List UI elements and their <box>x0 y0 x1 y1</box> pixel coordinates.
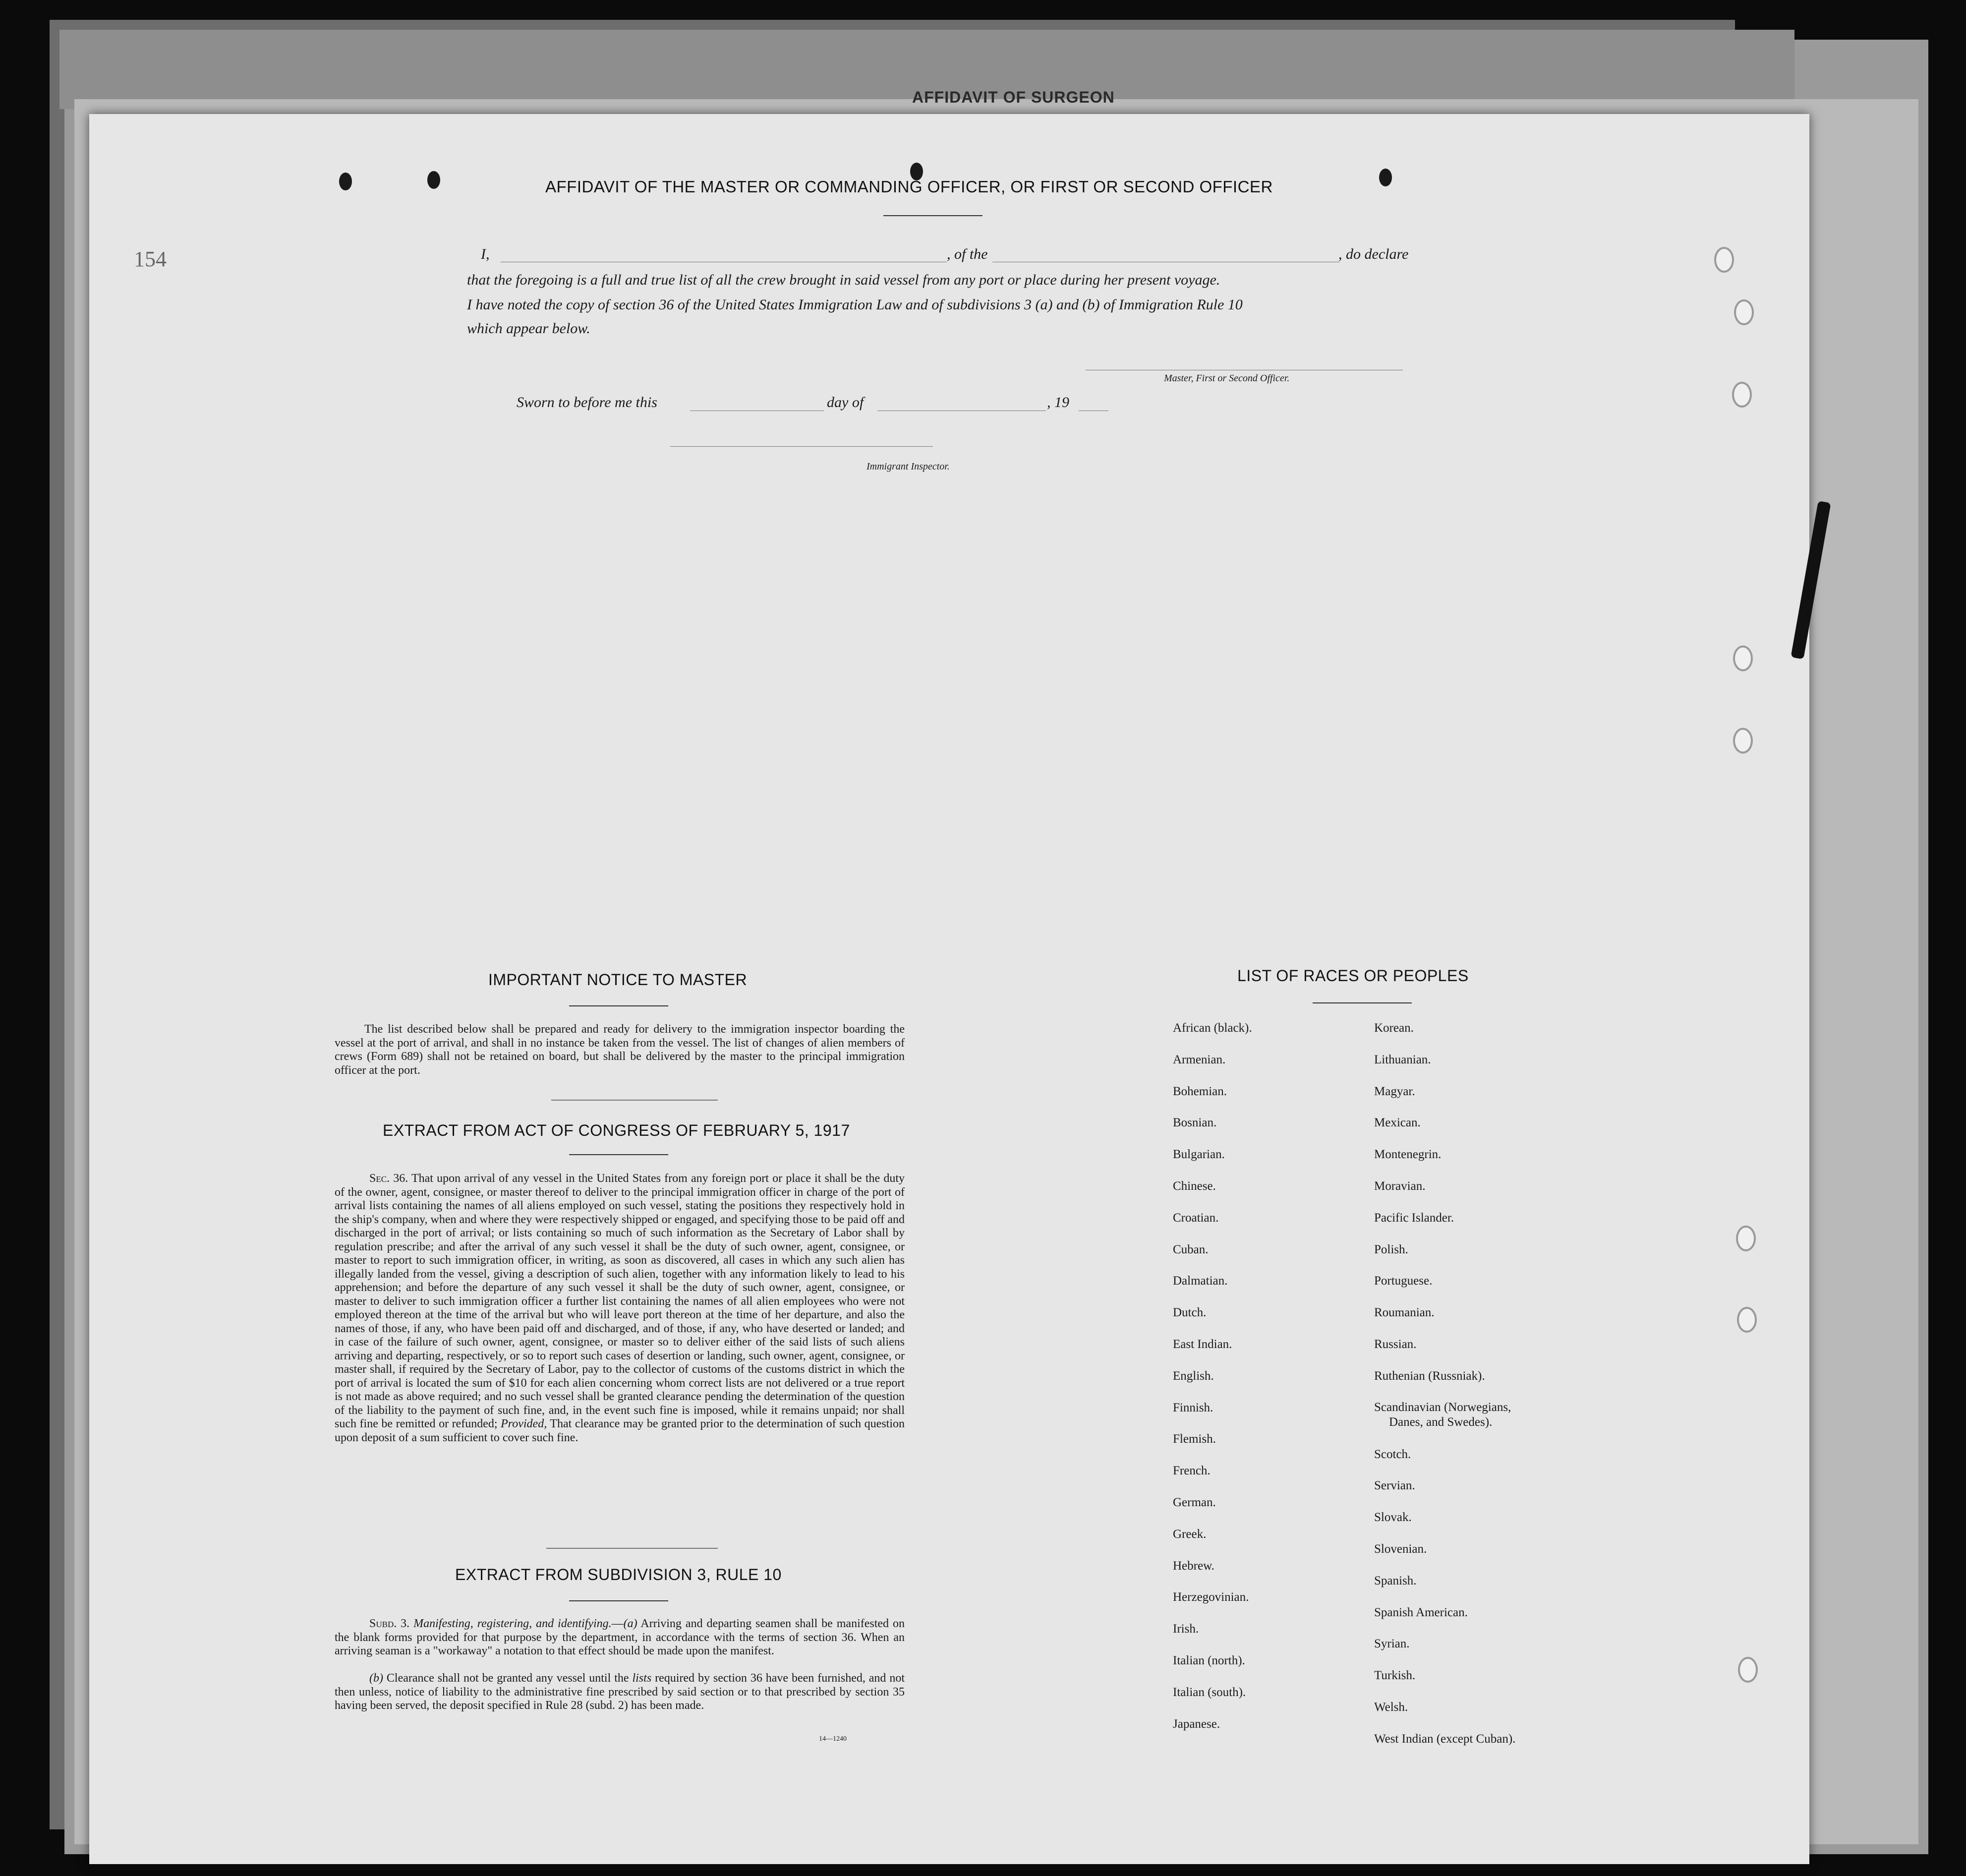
sworn-year-blank <box>1079 410 1108 411</box>
race-item: Italian (north). <box>1173 1653 1245 1667</box>
act-text <box>335 1172 905 1445</box>
rule-subd-label: Subd. 3. <box>369 1617 410 1630</box>
signature-label: Master, First or Second Officer. <box>1164 373 1290 384</box>
race-item: Herzegovinian. <box>1173 1590 1249 1604</box>
races-column-2 <box>1374 1012 1515 1755</box>
races-title: LIST OF RACES OR PEOPLES <box>1237 967 1469 985</box>
rule-title-rule <box>569 1600 668 1601</box>
rule-text-a: Subd. 3. Manifesting, registering, and identifying.—(a) Arriving and departing seamen shall be manifested on the blank forms provided for that purpose by the department, in accordance with the terms of section 36. When an arriving seaman is a "workaway" a notation to that effect should be made upon the manifest. <box>335 1617 905 1657</box>
race-item: Magyar. <box>1374 1084 1415 1098</box>
inspector-label: Immigrant Inspector. <box>867 461 950 472</box>
document-page <box>89 114 1809 1864</box>
act-divider <box>546 1548 718 1549</box>
notice-title: IMPORTANT NOTICE TO MASTER <box>488 971 748 989</box>
race-item: Turkish. <box>1374 1669 1416 1683</box>
race-item: Finnish. <box>1173 1401 1214 1414</box>
act-title: EXTRACT FROM ACT OF CONGRESS OF FEBRUARY 5, 1917 <box>383 1121 850 1139</box>
race-item: Chinese. <box>1173 1179 1216 1193</box>
race-item: Spanish American. <box>1374 1605 1468 1619</box>
form-number: 14—1240 <box>819 1735 847 1743</box>
race-item: Lithuanian. <box>1374 1053 1431 1066</box>
sworn-year: , 19 <box>1047 394 1069 410</box>
race-item: Greek. <box>1173 1527 1207 1541</box>
races-title-rule <box>1313 1002 1412 1003</box>
race-item: Montenegrin. <box>1374 1148 1442 1162</box>
race-item: Scandinavian (Norwegians, <box>1374 1400 1511 1414</box>
race-item: Welsh. <box>1374 1700 1408 1714</box>
sworn-day-of: day of <box>827 394 864 410</box>
binder-ring <box>1737 1307 1757 1333</box>
title-underline <box>883 215 983 216</box>
race-item: English. <box>1173 1369 1214 1383</box>
declaration-line-2: that the foregoing is a full and true list of all the crew brought in said vessel from any port or place during her present voyage. <box>467 272 1220 288</box>
declaration-of-the: , of the <box>947 246 988 262</box>
punch-hole <box>339 173 352 190</box>
race-item: Roumanian. <box>1374 1306 1435 1320</box>
race-item: Japanese. <box>1173 1717 1220 1731</box>
declaration-line-4: which appear below. <box>467 320 590 337</box>
race-item: East Indian. <box>1173 1337 1232 1351</box>
binder-ring <box>1714 247 1734 273</box>
races-column-1 <box>1173 1012 1252 1740</box>
notice-title-rule <box>569 1005 668 1006</box>
rule-a-label: (a) <box>623 1617 637 1630</box>
race-item: Danes, and Swedes). <box>1389 1415 1493 1429</box>
rule-b-text-1: Clearance shall not be granted any vessel until the <box>386 1672 629 1685</box>
binder-ring <box>1734 299 1754 325</box>
notice-text: The list described below shall be prepared and ready for delivery to the immigration inspector boarding the vessel at the port of arrival, and shall in no instance be taken from the vessel. The list of changes of alien members of crews (Form 689) shall not be retained on board, but shall be delivered by the master to the principal immigration officer at the port. <box>335 1023 905 1077</box>
rule-title: EXTRACT FROM SUBDIVISION 3, RULE 10 <box>455 1566 782 1583</box>
race-item: Hebrew. <box>1173 1559 1214 1573</box>
inspector-signature-line <box>670 446 933 447</box>
race-item: West Indian (except Cuban). <box>1374 1732 1516 1746</box>
punch-hole <box>1379 169 1392 186</box>
race-item: Dutch. <box>1173 1306 1207 1320</box>
binder-ring <box>1738 1657 1758 1683</box>
rule-subd-heading: Manifesting, registering, and identifying. <box>413 1617 612 1630</box>
punch-hole <box>427 171 440 189</box>
race-item: African (black). <box>1173 1021 1252 1035</box>
binder-ring <box>1736 1226 1756 1251</box>
rule-b-label: (b) <box>369 1672 383 1685</box>
affidavit-title: AFFIDAVIT OF THE MASTER OR COMMANDING OFFICER, OR FIRST OR SECOND OFFICER <box>545 177 1273 196</box>
race-item: German. <box>1173 1495 1216 1509</box>
declaration-line-1 <box>481 246 490 263</box>
race-item: Korean. <box>1374 1021 1414 1035</box>
sworn-month-blank <box>877 410 1046 411</box>
race-item: Spanish. <box>1374 1574 1417 1587</box>
act-body: That upon arrival of any vessel in the United States from any foreign port or place it shall be the duty of the owner, agent, consignee, or master thereof to deliver to the principal immigration officer in charge of the port of arrival lists containing the names of all aliens employed on such vessel, stating the positions they respectively hold in the ship's company, when and where they were respectively shipped or engaged, and specifying those to be paid off and discharged in the port of arrival; or lists containing so much of such information as the Secretary of Labor shall by regulation prescribe; and after the arrival of any such vessel it shall be the duty of such owner, agent, consignee, or master to report to such immigration officer, in writing, as soon as discovered, all cases in which any such alien has illegally landed from the vessel, giving a description of such alien, together with any information likely to lead to his apprehension; and before the departure of any such vessel it shall be the duty of such owner, agent, consignee, or master to deliver to such immigration officer a further list containing the names of all alien employees who were not employed thereon at the time of the arrival but who will leave port thereon at the time of her departure, and also the names of those, if any, who have been paid off and discharged, and of those, if any, who have deserted or landed; and in case of the failure of such owner, agent, consignee, or master so to deliver either of the said lists of such aliens arriving and departing, respectively, or so to report such cases of desertion or landing, such owner, agent, consignee, or master shall, if required by the Secretary of Labor, pay to the collector of customs of the customs district in which the port of arrival is located the sum of $10 for each alien concerning whom correct lists are not delivered or a true report is not made as above required; and no such vessel shall be granted clearance pending the determination of the question of the liability to the payment of such fine, and, in the event such fine is imposed, while it remains unpaid; nor shall such fine be remitted or refunded; <box>335 1172 905 1430</box>
declaration-line-3: I have noted the copy of section 36 of the United States Immigration Law and of subdivisions 3 (a) and (b) of Immigration Rule 10 <box>467 296 1243 313</box>
race-item: Syrian. <box>1374 1637 1410 1651</box>
rule-text-b <box>335 1672 905 1713</box>
sworn-day-blank <box>690 410 824 411</box>
race-item: Bulgarian. <box>1173 1148 1225 1162</box>
sworn-text: Sworn to before me this <box>517 394 657 410</box>
race-item: Slovenian. <box>1374 1542 1427 1556</box>
rule-b-lists: lists <box>632 1672 652 1685</box>
act-title-rule <box>569 1154 668 1155</box>
act-section-label: Sec. 36. <box>369 1172 408 1185</box>
race-item: Mexican. <box>1374 1116 1421 1130</box>
race-item: Dalmatian. <box>1173 1274 1228 1288</box>
race-item: Slovak. <box>1374 1511 1412 1524</box>
act-provided-label: Provided, <box>501 1417 547 1430</box>
race-item: Portuguese. <box>1374 1274 1433 1288</box>
race-item: Italian (south). <box>1173 1685 1246 1699</box>
declaration-i: I, <box>481 246 490 262</box>
race-item: French. <box>1173 1464 1211 1478</box>
notice-divider <box>551 1100 718 1101</box>
race-item: Servian. <box>1374 1479 1415 1493</box>
race-item: Bosnian. <box>1173 1116 1217 1130</box>
binder-ring <box>1733 728 1753 754</box>
race-item: Moravian. <box>1374 1179 1426 1193</box>
race-item: Polish. <box>1374 1242 1408 1256</box>
behind-sheet-title: AFFIDAVIT OF SURGEON <box>912 88 1115 106</box>
race-item: Scotch. <box>1374 1447 1411 1461</box>
race-item: Bohemian. <box>1173 1084 1227 1098</box>
rule-a-text: Arriving and departing seamen shall be manifested on the blank forms provided for that purpose by the department, in accordance with the terms of section 36. When an arriving seaman is a "workaway" a notation to that effect should be made upon the manifest. <box>335 1617 905 1657</box>
race-item: Ruthenian (Russniak). <box>1374 1369 1485 1383</box>
binder-ring <box>1732 382 1752 408</box>
act-provided-text: That clearance may be granted prior to the determination of such question upon deposit of a sum sufficient to cover such fine. <box>335 1417 905 1444</box>
race-item: Irish. <box>1173 1622 1199 1636</box>
race-item: Pacific Islander. <box>1374 1211 1454 1225</box>
race-item: Armenian. <box>1173 1053 1226 1066</box>
race-item: Cuban. <box>1173 1242 1209 1256</box>
rule-b-text-2: required by section 36 have been furnished, and not then unless, notice of liability to the administrative fine prescribed by said section or to that prescribed by section 35 having been served, the deposit specified in Rule 28 (subd. 2) has been made. <box>335 1672 905 1712</box>
race-item: Russian. <box>1374 1337 1417 1351</box>
binder-ring <box>1733 645 1753 671</box>
race-item: Croatian. <box>1173 1211 1219 1225</box>
margin-number: 154 <box>134 247 167 271</box>
race-item: Flemish. <box>1173 1432 1216 1446</box>
declaration-do-declare: , do declare <box>1338 246 1409 262</box>
